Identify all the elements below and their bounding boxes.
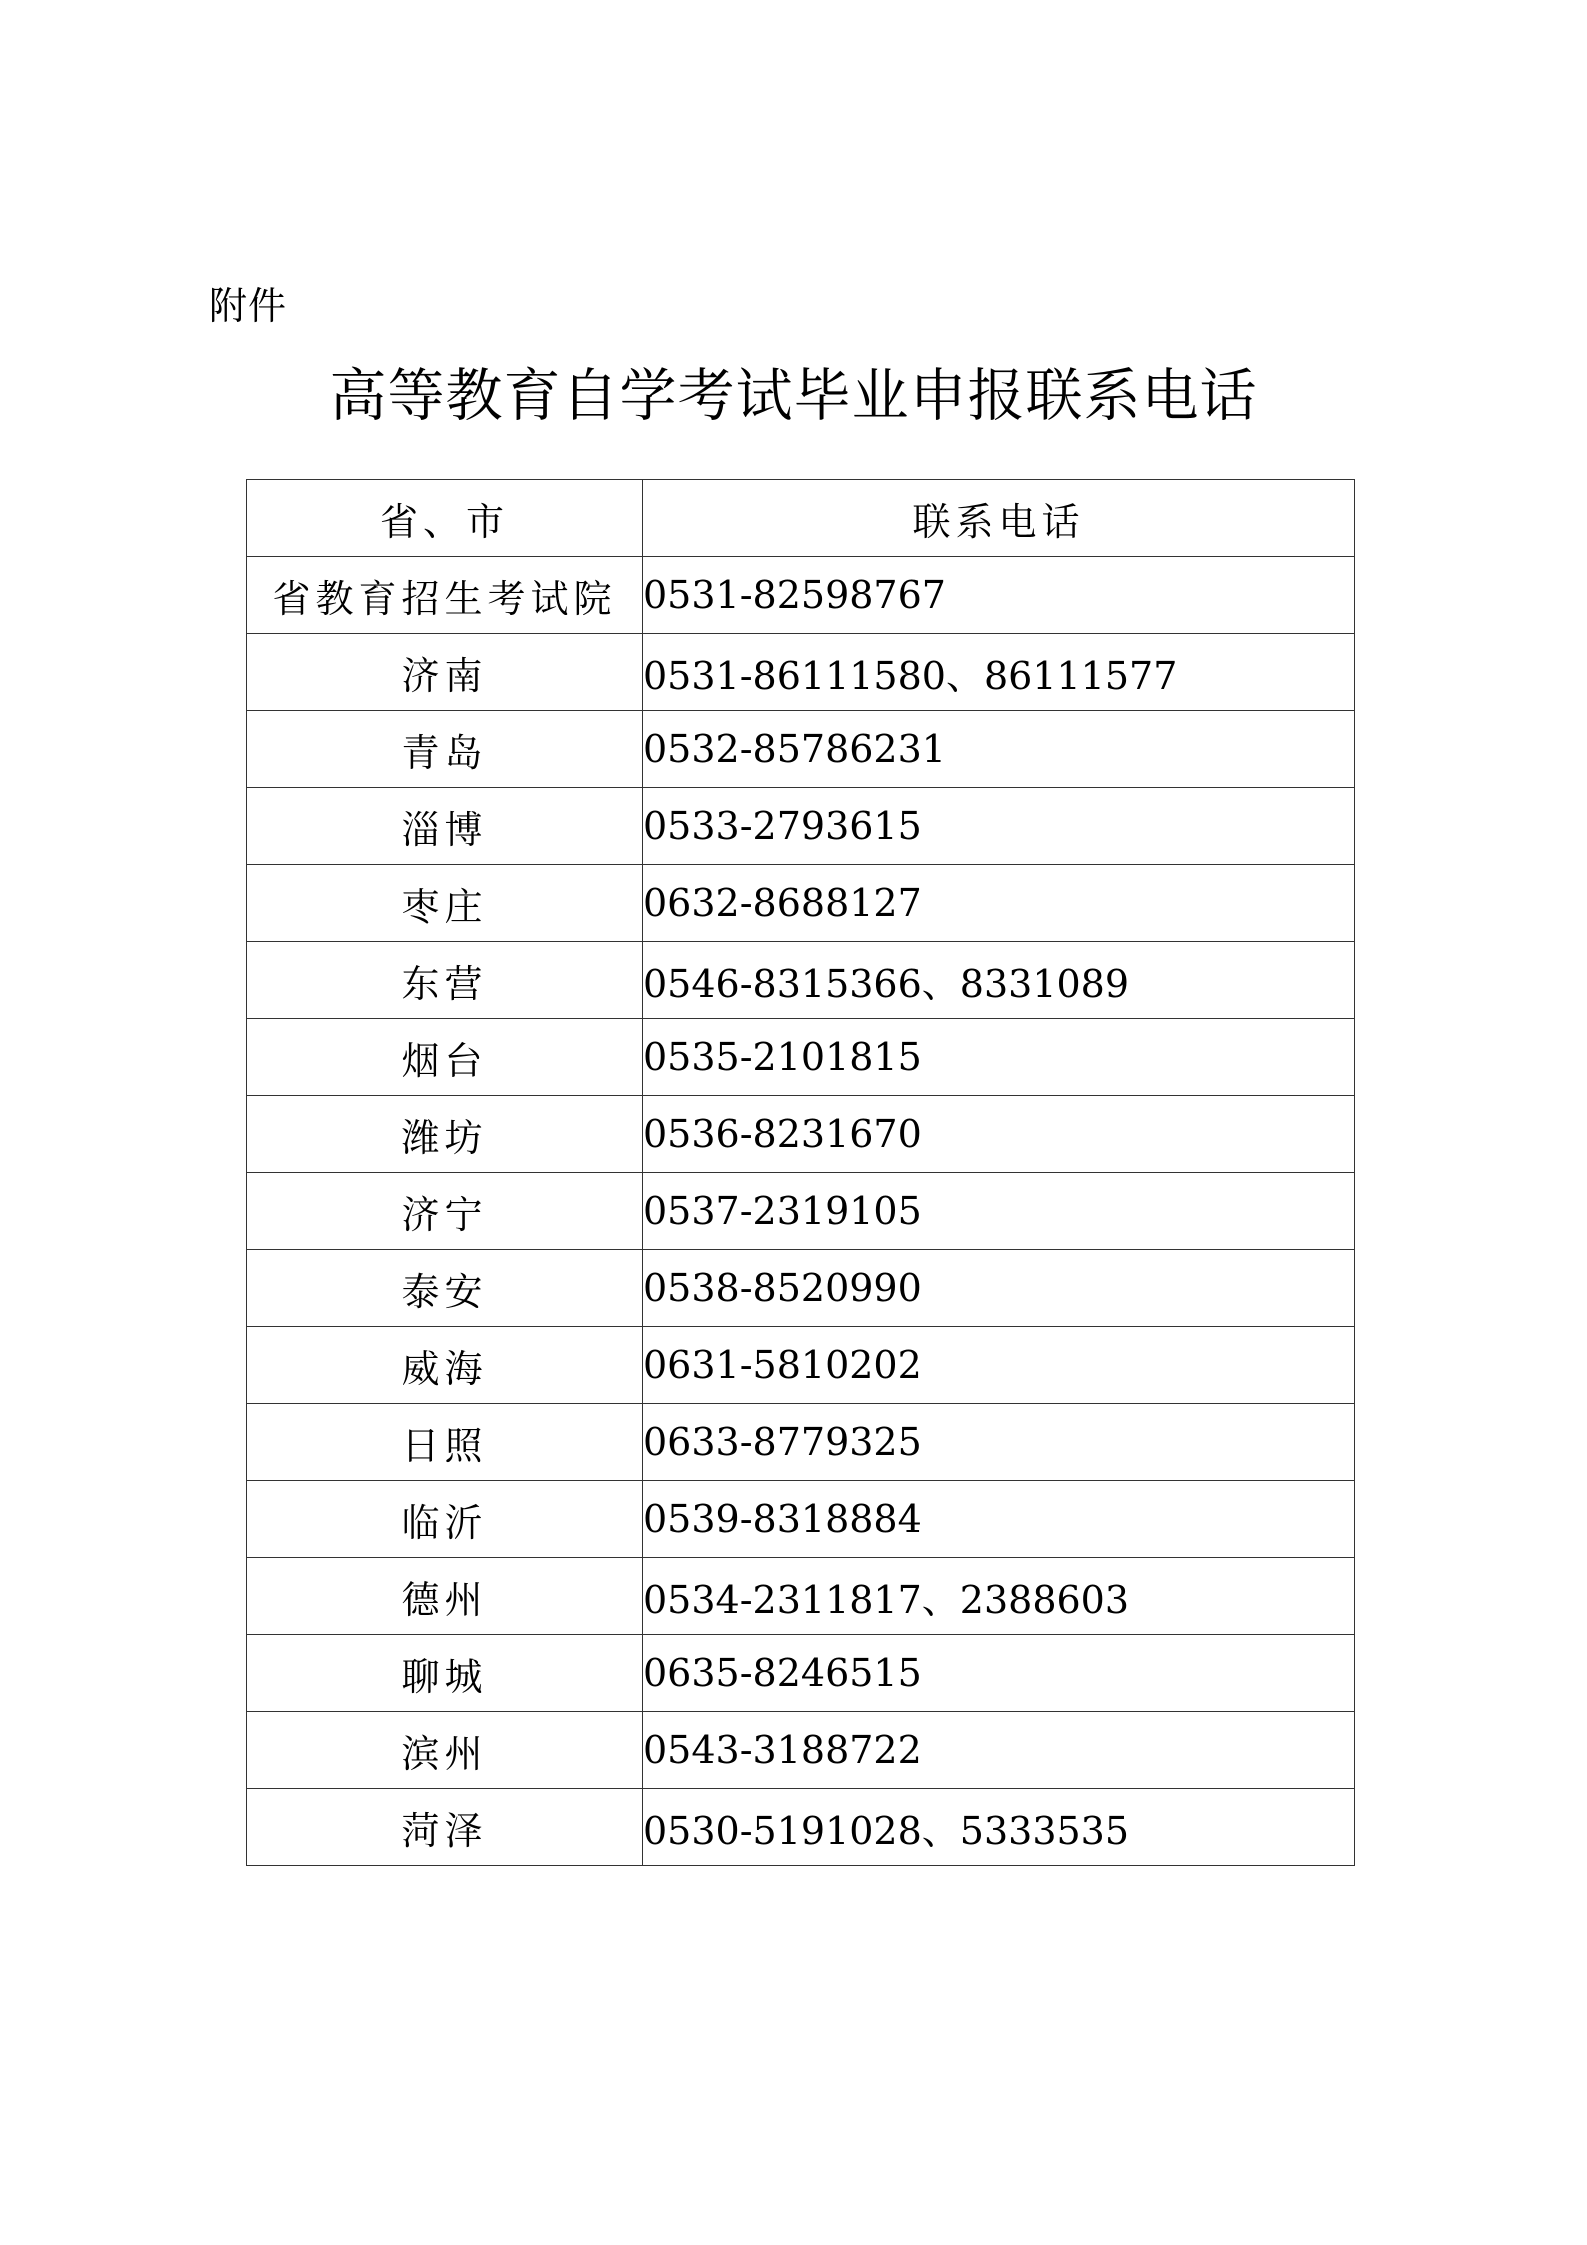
region-cell: 青岛 <box>247 711 643 788</box>
attachment-label: 附件 <box>209 284 288 328</box>
table-row <box>247 1019 1355 1096</box>
table-row <box>247 557 1355 634</box>
region-cell: 滨州 <box>247 1712 643 1789</box>
region-cell: 烟台 <box>247 1019 643 1096</box>
table-row <box>247 788 1355 865</box>
phone-cell: 0536-8231670 <box>643 1096 1355 1173</box>
table-row <box>247 1481 1355 1558</box>
column-header-region: 省、市 <box>247 480 643 557</box>
table-row <box>247 1558 1355 1635</box>
phone-cell: 0533-2793615 <box>643 788 1355 865</box>
table-row <box>247 1789 1355 1866</box>
region-cell: 聊城 <box>247 1635 643 1712</box>
phone-cell: 0538-8520990 <box>643 1250 1355 1327</box>
region-cell: 枣庄 <box>247 865 643 942</box>
region-cell: 菏泽 <box>247 1789 643 1866</box>
region-cell: 潍坊 <box>247 1096 643 1173</box>
table-row <box>247 1635 1355 1712</box>
table-row <box>247 634 1355 711</box>
region-cell: 威海 <box>247 1327 643 1404</box>
table-row <box>247 942 1355 1019</box>
phone-cell: 0539-8318884 <box>643 1481 1355 1558</box>
table-row <box>247 865 1355 942</box>
phone-cell: 0535-2101815 <box>643 1019 1355 1096</box>
phone-cell: 0633-8779325 <box>643 1404 1355 1481</box>
page-title: 高等教育自学考试毕业申报联系电话 <box>329 363 1258 429</box>
region-cell: 泰安 <box>247 1250 643 1327</box>
phone-cell: 0534-2311817、2388603 <box>643 1558 1355 1635</box>
phone-cell: 0537-2319105 <box>643 1173 1355 1250</box>
region-cell: 临沂 <box>247 1481 643 1558</box>
region-cell: 淄博 <box>247 788 643 865</box>
region-cell: 德州 <box>247 1558 643 1635</box>
phone-cell: 0546-8315366、8331089 <box>643 942 1355 1019</box>
table-row <box>247 1327 1355 1404</box>
region-cell: 省教育招生考试院 <box>247 557 643 634</box>
column-header-phone: 联系电话 <box>643 480 1355 557</box>
region-cell: 东营 <box>247 942 643 1019</box>
contact-phone-table <box>246 479 1355 1866</box>
phone-cell: 0530-5191028、5333535 <box>643 1789 1355 1866</box>
table-row <box>247 1712 1355 1789</box>
table-row <box>247 1404 1355 1481</box>
table-row <box>247 1173 1355 1250</box>
phone-cell: 0532-85786231 <box>643 711 1355 788</box>
region-cell: 日照 <box>247 1404 643 1481</box>
table-header-row <box>247 480 1355 557</box>
phone-cell: 0631-5810202 <box>643 1327 1355 1404</box>
table-row <box>247 711 1355 788</box>
region-cell: 济宁 <box>247 1173 643 1250</box>
phone-cell: 0543-3188722 <box>643 1712 1355 1789</box>
phone-cell: 0531-82598767 <box>643 557 1355 634</box>
phone-cell: 0632-8688127 <box>643 865 1355 942</box>
phone-cell: 0531-86111580、86111577 <box>643 634 1355 711</box>
table-row <box>247 1250 1355 1327</box>
region-cell: 济南 <box>247 634 643 711</box>
phone-cell: 0635-8246515 <box>643 1635 1355 1712</box>
table-row <box>247 1096 1355 1173</box>
